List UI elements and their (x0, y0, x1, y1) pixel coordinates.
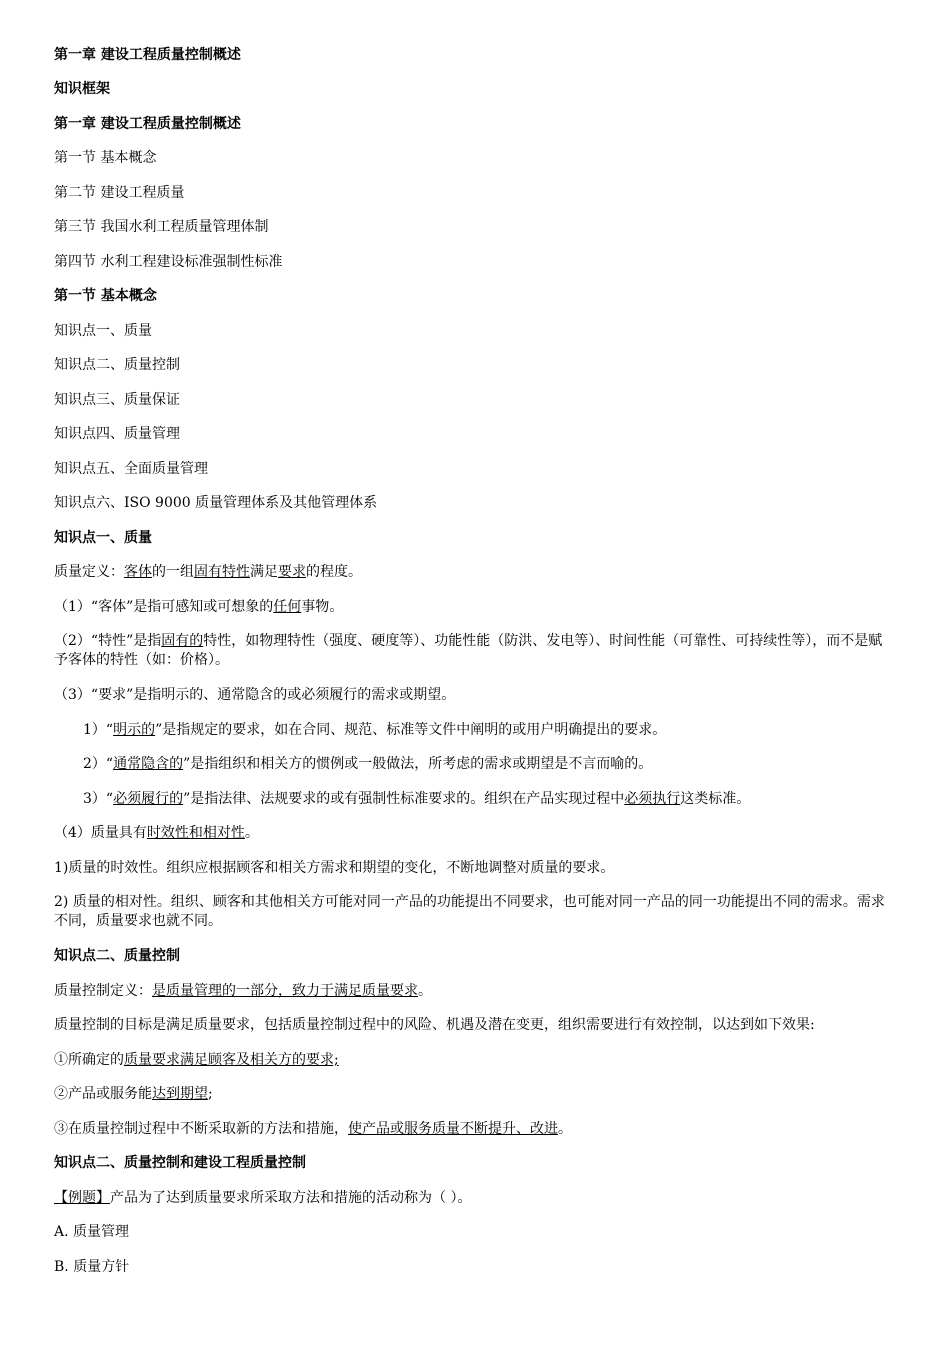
knowledge-point-5: 知识点五、全面质量管理 (54, 461, 208, 477)
text-segment: 满足 (250, 564, 278, 580)
quality-definition (54, 563, 890, 582)
text-segment: ”是指法律、法规要求的或有强制性标准要求的。组织在产品实现过程中 (183, 791, 625, 807)
heading-knowledge-framework: 知识框架 (54, 81, 110, 97)
relativity-paragraph: 2) 质量的相对性。组织、顾客和其他相关方可能对同一产品的功能提出不同要求，也可能对同一产品的同一功能提出不同的需求。需求不同，质量要求也就不同。 (54, 894, 885, 929)
text-segment: （1）“客体”是指可感知或可想象的 (54, 599, 274, 615)
subitem-implied (83, 755, 890, 774)
underlined-term: 固有的 (161, 633, 204, 649)
subitem-mandatory (83, 790, 890, 809)
underlined-term: 达到期望 (152, 1086, 208, 1102)
underlined-term: 必须执行 (624, 791, 681, 807)
text-segment: 的程度。 (306, 564, 362, 580)
text-segment: （4）质量具有 (54, 825, 147, 841)
knowledge-point-1: 知识点一、质量 (54, 323, 152, 339)
knowledge-point-3: 知识点三、质量保证 (54, 392, 180, 408)
underlined-term: 是质量管理的一部分，致力于满足质量要求 (152, 983, 418, 999)
toc-section-1: 第一节 基本概念 (54, 150, 157, 166)
toc-section-3: 第三节 我国水利工程质量管理体制 (54, 219, 269, 235)
underlined-term: 客体 (124, 564, 152, 580)
underlined-term: 明示的 (113, 722, 156, 738)
underlined-term: 固有特性 (194, 564, 250, 580)
knowledge-point-2: 知识点二、质量控制 (54, 357, 180, 373)
knowledge-point-2-heading: 知识点二、质量控制 (54, 948, 180, 964)
text-segment: 产品为了达到质量要求所采取方法和措施的活动称为（ ）。 (110, 1190, 472, 1206)
text-segment: 。 (244, 825, 259, 841)
text-segment: 1）“ (83, 722, 114, 738)
text-segment: 这类标准。 (680, 791, 751, 807)
text-segment: 2）“ (83, 756, 114, 772)
text-segment: ①所确定的 (54, 1052, 124, 1068)
knowledge-point-6: 知识点六、ISO 9000 质量管理体系及其他管理体系 (54, 495, 378, 511)
text-segment: ”是指组织和相关方的惯例或一般做法，所考虑的需求或期望是不言而喻的。 (183, 756, 653, 772)
underlined-term: 必须履行的 (113, 791, 184, 807)
underlined-term: 要求 (278, 564, 306, 580)
effect-3 (54, 1120, 890, 1139)
option-a: A. 质量管理 (54, 1224, 130, 1240)
text-segment: 质量控制定义： (54, 983, 152, 999)
underlined-term: 质量要求满足顾客及相关方的要求; (124, 1052, 339, 1068)
toc-section-4: 第四节 水利工程建设标准强制性标准 (54, 254, 283, 270)
text-segment: ③在质量控制过程中不断采取新的方法和措施， (54, 1121, 348, 1137)
item-characteristic (54, 632, 890, 670)
example-question (54, 1189, 890, 1208)
option-b: B. 质量方针 (54, 1259, 130, 1275)
text-segment: ②产品或服务能 (54, 1086, 152, 1102)
text-segment: 质量定义： (54, 564, 124, 580)
knowledge-point-1-heading: 知识点一、质量 (54, 530, 152, 546)
text-segment: ; (208, 1086, 213, 1102)
quality-control-definition (54, 982, 890, 1001)
underlined-term: 任何 (273, 599, 302, 615)
toc-section-2: 第二节 建设工程质量 (54, 185, 185, 201)
underlined-term: 时效性和相对性 (146, 825, 245, 841)
example-label: 【例题】 (54, 1190, 110, 1206)
quality-control-goal: 质量控制的目标是满足质量要求，包括质量控制过程中的风险、机遇及潜在变更，组织需要进行有效控制，以达到如下效果: (54, 1017, 815, 1033)
timeliness-paragraph: 1)质量的时效性。组织应根据顾客和相关方需求和期望的变化，不断地调整对质量的要求。 (54, 860, 615, 876)
text-segment: ”是指规定的要求，如在合同、规范、标准等文件中阐明的或用户明确提出的要求。 (155, 722, 667, 738)
item-object (54, 598, 890, 617)
text-segment: 的一组 (152, 564, 194, 580)
text-segment: （2）“特性”是指 (54, 633, 162, 649)
text-segment: 。 (418, 983, 432, 999)
chapter-title: 第一章 建设工程质量控制概述 (54, 47, 241, 63)
text-segment: 特性，如物理特性（强度、硬度等）、功能性能（防洪、发电等）、时间性能（可靠性、可持续性等），而不是赋予客体的特性（如：价格）。 (54, 633, 883, 668)
section-1-heading: 第一节 基本概念 (54, 288, 157, 304)
effect-2 (54, 1085, 890, 1104)
text-segment: 。 (558, 1121, 572, 1137)
item-requirement: （3）“要求”是指明示的、通常隐含的或必须履行的需求或期望。 (54, 687, 456, 703)
effect-1 (54, 1051, 890, 1070)
framework-chapter-heading: 第一章 建设工程质量控制概述 (54, 116, 241, 132)
item-timeliness-relativity (54, 824, 890, 843)
text-segment: 3）“ (83, 791, 114, 807)
text-segment: 事物。 (301, 599, 344, 615)
knowledge-point-2b-heading: 知识点二、质量控制和建设工程质量控制 (54, 1155, 306, 1171)
knowledge-point-4: 知识点四、质量管理 (54, 426, 180, 442)
underlined-term: 使产品或服务质量不断提升、改进 (348, 1121, 558, 1137)
underlined-term: 通常隐含的 (113, 756, 184, 772)
subitem-explicit (83, 721, 890, 740)
